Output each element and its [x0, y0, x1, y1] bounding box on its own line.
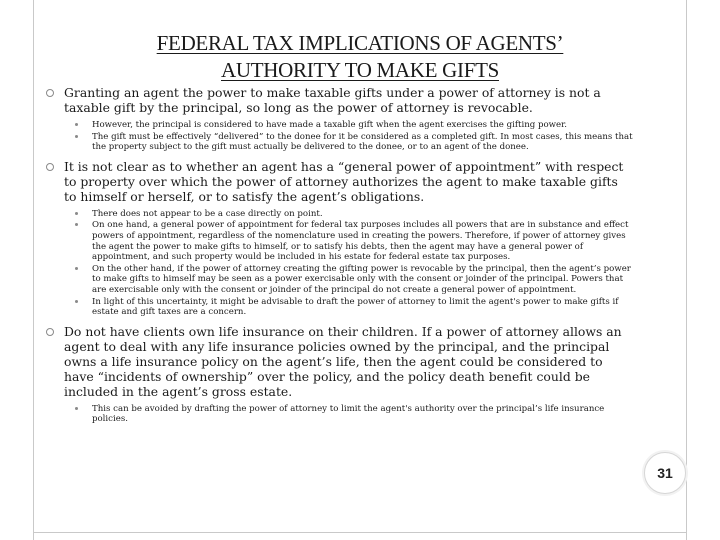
sub-bullet-text: This can be avoided by drafting the power of attorney to limit the agent's authority over the principal’s life insurance policies. — [92, 403, 605, 425]
sub-bullet — [64, 120, 634, 131]
bullet-point-3 — [44, 324, 634, 425]
sub-bullet-text: In light of this uncertainty, it might be advisable to draft the power of attorney to limit the agent's power to make gifts if estate and gift taxes are a concern. — [92, 296, 619, 318]
circle-bullet-icon — [46, 89, 54, 97]
dot-bullet-icon — [75, 300, 78, 303]
sub-bullet-text: On the other hand, if the power of attorney creating the gifting power is revocable by the principal, then the agent’s power to make gifts to himself may be seen as a power exercisable only with the consent or joinder of the principal. Powers that are exercisable only with the consent or joinder of the principal do not create a general power of appointment. — [92, 263, 631, 295]
sub-bullet — [64, 404, 634, 425]
sub-bullet-text: There does not appear to be a case directly on point. — [92, 208, 323, 219]
sub-bullet — [64, 264, 634, 296]
sub-bullet — [64, 297, 634, 318]
sub-bullet-text: The gift must be effectively “delivered” to the donee for it be considered as a completed gift. In most cases, this means that the property subject to the gift must actually be delivered to the donee, or to an agent of the donee. — [92, 131, 633, 153]
dot-bullet-icon — [75, 135, 78, 138]
bullet-point-2 — [44, 159, 634, 318]
sub-bullet — [64, 209, 634, 220]
sub-bullet-list — [64, 120, 634, 153]
slide-title-line-2: AUTHORITY TO MAKE GIFTS — [221, 58, 499, 82]
right-frame-line — [686, 0, 687, 540]
bullet-point-1 — [44, 85, 634, 153]
sub-bullet-list — [64, 404, 634, 425]
slide-body — [44, 85, 634, 426]
sub-bullet-text: However, the principal is considered to have made a taxable gift when the agent exercises the gifting power. — [92, 120, 568, 130]
dot-bullet-icon — [75, 267, 78, 270]
left-frame-line — [33, 0, 34, 540]
dot-bullet-icon — [75, 123, 78, 126]
sub-bullet-text: On one hand, a general power of appointment for federal tax purposes includes all powers that are in substance and effect powers of appointment, regardless of the nomenclature used in creating the powers. Therefore, if power of attorney gives the agent the power to make gifts to himself, or to satisfy his debts, then the agent may have a general power of appointment, and such property would be included in his estate for federal estate tax purposes. — [92, 220, 629, 263]
circle-bullet-icon — [46, 163, 54, 171]
circle-bullet-icon — [46, 328, 54, 336]
bullet-point-text: Granting an agent the power to make taxable gifts under a power of attorney is not a taxable gift by the principal, so long as the power of attorney is revocable. — [64, 85, 601, 115]
dot-bullet-icon — [75, 212, 78, 215]
sub-bullet — [64, 132, 634, 153]
bottom-frame-line — [33, 532, 687, 533]
sub-bullet-list — [64, 209, 634, 318]
sub-bullet — [64, 220, 634, 262]
page-number-badge: 31 — [644, 452, 686, 494]
dot-bullet-icon — [75, 407, 78, 410]
slide-title — [60, 30, 660, 84]
bullet-point-text: Do not have clients own life insurance on their children. If a power of attorney allows an agent to deal with any life insurance policies owned by the principal, and the principal owns a life insurance policy on the agent’s life, then the agent could be considered to have “incidents of ownership” over the policy, and the policy death benefit could be included in the agent’s gross estate. — [64, 323, 622, 399]
dot-bullet-icon — [75, 223, 78, 226]
bullet-point-text: It is not clear as to whether an agent has a “general power of appointment” with respect to property over which the power of attorney authorizes the agent to make taxable gifts to himself or herself, or to satisfy the agent’s obligations. — [64, 158, 624, 204]
slide-title-line-1: FEDERAL TAX IMPLICATIONS OF AGENTS’ — [156, 31, 564, 55]
